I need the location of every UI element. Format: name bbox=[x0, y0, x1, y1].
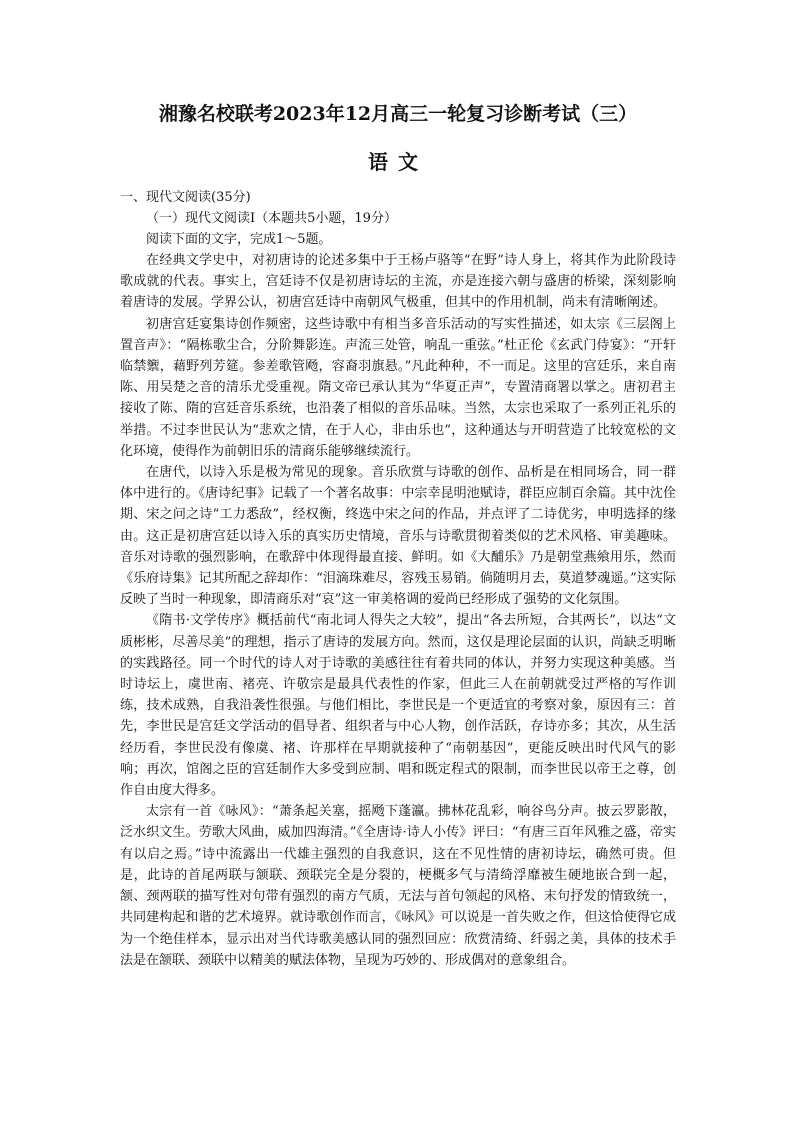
sub-section-heading: （一）现代文阅读Ⅰ（本题共5小题，19分） bbox=[146, 211, 397, 226]
section-heading: 一、现代文阅读(35分) bbox=[120, 190, 251, 205]
exam-page bbox=[120, 100, 676, 971]
exam-title: 湘豫名校联考2023年12月高三一轮复习诊断考试（三） bbox=[158, 103, 638, 125]
article-paragraph: 初唐宫廷宴集诗创作频密，这些诗歌中有相当多音乐活动的写实性描述，如太宗《三层阁上置音声》：“隔栋歌尘合，分阶舞影连。声流三处管，响乱一重弦。”杜正伦《玄武门侍宴》：“开轩临禁籞，藉野列芳筵。参差歌管飏，容裔羽旗悬。”凡此种种，不一而足。这里的宫廷乐，来自南陈、用吴楚之音的清乐尤受重视。隋文帝已承认其为“华夏正声”，专置清商署以掌之。唐初君主接收了陈、隋的宫廷音乐系统，也沿袭了相似的音乐品味。当然，太宗也采取了一系列正礼乐的举措。不过李世民认为“悲欢之情，在于人心，非由乐也”，这种通达与开明营造了比较宽松的文化环境，使得作为前朝旧乐的清商乐能够继续流行。 bbox=[120, 316, 676, 459]
article-paragraph: 在唐代，以诗入乐是极为常见的现象。音乐欣赏与诗歌的创作、品析是在相同场合，同一群体中进行的。《唐诗纪事》记载了一个著名故事：中宗幸昆明池赋诗，群臣应制百余篇。其中沈佺期、宋之问之诗“工力悉敌”，经权衡，终选中宋之问的作品，并点评了二诗优劣，申明选择的缘由。这正是初唐宫廷以诗入乐的真实历史情境，音乐与诗歌贯彻着类似的艺术风格、审美趣味。音乐对诗歌的强烈影响，在歌辞中体现得最直接、鲜明。如《大酺乐》乃是朝堂燕飨用乐，然而《乐府诗集》记其所配之辞却作：“泪滴珠难尽，容残玉易销。倘随明月去，莫道梦魂遥。”这实际反映了当时一种现象，即清商乐对“哀”这一审美格调的爱尚已经形成了强势的文化氛围。 bbox=[120, 465, 676, 608]
article-paragraph: 在经典文学史中，对初唐诗的论述多集中于王杨卢骆等“在野”诗人身上，将其作为此阶段诗歌成就的代表。事实上，宫廷诗不仅是初唐诗坛的主流，亦是连接六朝与盛唐的桥梁，深刻影响着唐诗的发展。学界公认，初唐宫廷诗中南朝风气极重，但其中的作用机制，尚未有清晰阐述。 bbox=[120, 253, 676, 311]
subject-title: 语文 bbox=[368, 150, 428, 174]
reading-instruction: 阅读下面的文字，完成1～5题。 bbox=[146, 232, 332, 247]
article-paragraph: 太宗有一首《咏风》：“萧条起关塞，摇飏下蓬瀛。拂林花乱彩，响谷鸟分声。披云罗影散，泛水织文生。劳歌大风曲，威加四海清。”《全唐诗·诗人小传》评曰：“有唐三百年风雅之盛，帝实有以启之焉。”诗中流露出一代雄主强烈的自我意识，这在不见性情的唐初诗坛，确然可贵。但是，此诗的首尾两联与颔联、颈联完全是分裂的，梗概多气与清绮浮靡被生硬地嵌合到一起，颔、颈两联的描写性对句带有强烈的南方气质，无法与首句领起的风格、末句抒发的情致统一，共同建构起和谐的艺术境界。就诗歌创作而言，《咏风》可以说是一首失败之作，但这恰使得它成为一个绝佳样本，显示出对当代诗歌美感认同的强烈回应：欣赏清绮、纤弱之美，具体的技术手法是在颔联、颈联中以精美的赋法体物，呈现为巧妙的、形成偶对的意象组合。 bbox=[120, 804, 676, 968]
article-paragraph: 《隋书·文学传序》概括前代“南北词人得失之大较”，提出“各去所短，合其两长”，以达“文质彬彬，尽善尽美”的理想，指示了唐诗的发展方向。然而，这仅是理论层面的认识，尚缺乏明晰的实践路径。同一个时代的诗人对于诗歌的美感往往有着共同的体认，并努力实现这种美感。当时诗坛上，虞世南、褚亮、许敬宗是最具代表性的作家，但此三人在前朝就受过严格的写作训练，技术成熟，自我沿袭性很强。与他们相比，李世民是一个更适宜的考察对象，原因有三：首先，李世民是宫廷文学活动的倡导者、组织者与中心人物，创作活跃，存诗亦多；其次，从生活经历看，李世民没有像虞、褚、许那样在早期就接种了“南朝基因”，更能反映出时代风气的影响；再次，馆阁之臣的宫廷制作大多受到应制、唱和既定程式的限制，而李世民以帝王之尊，创作自由度大得多。 bbox=[120, 613, 676, 799]
